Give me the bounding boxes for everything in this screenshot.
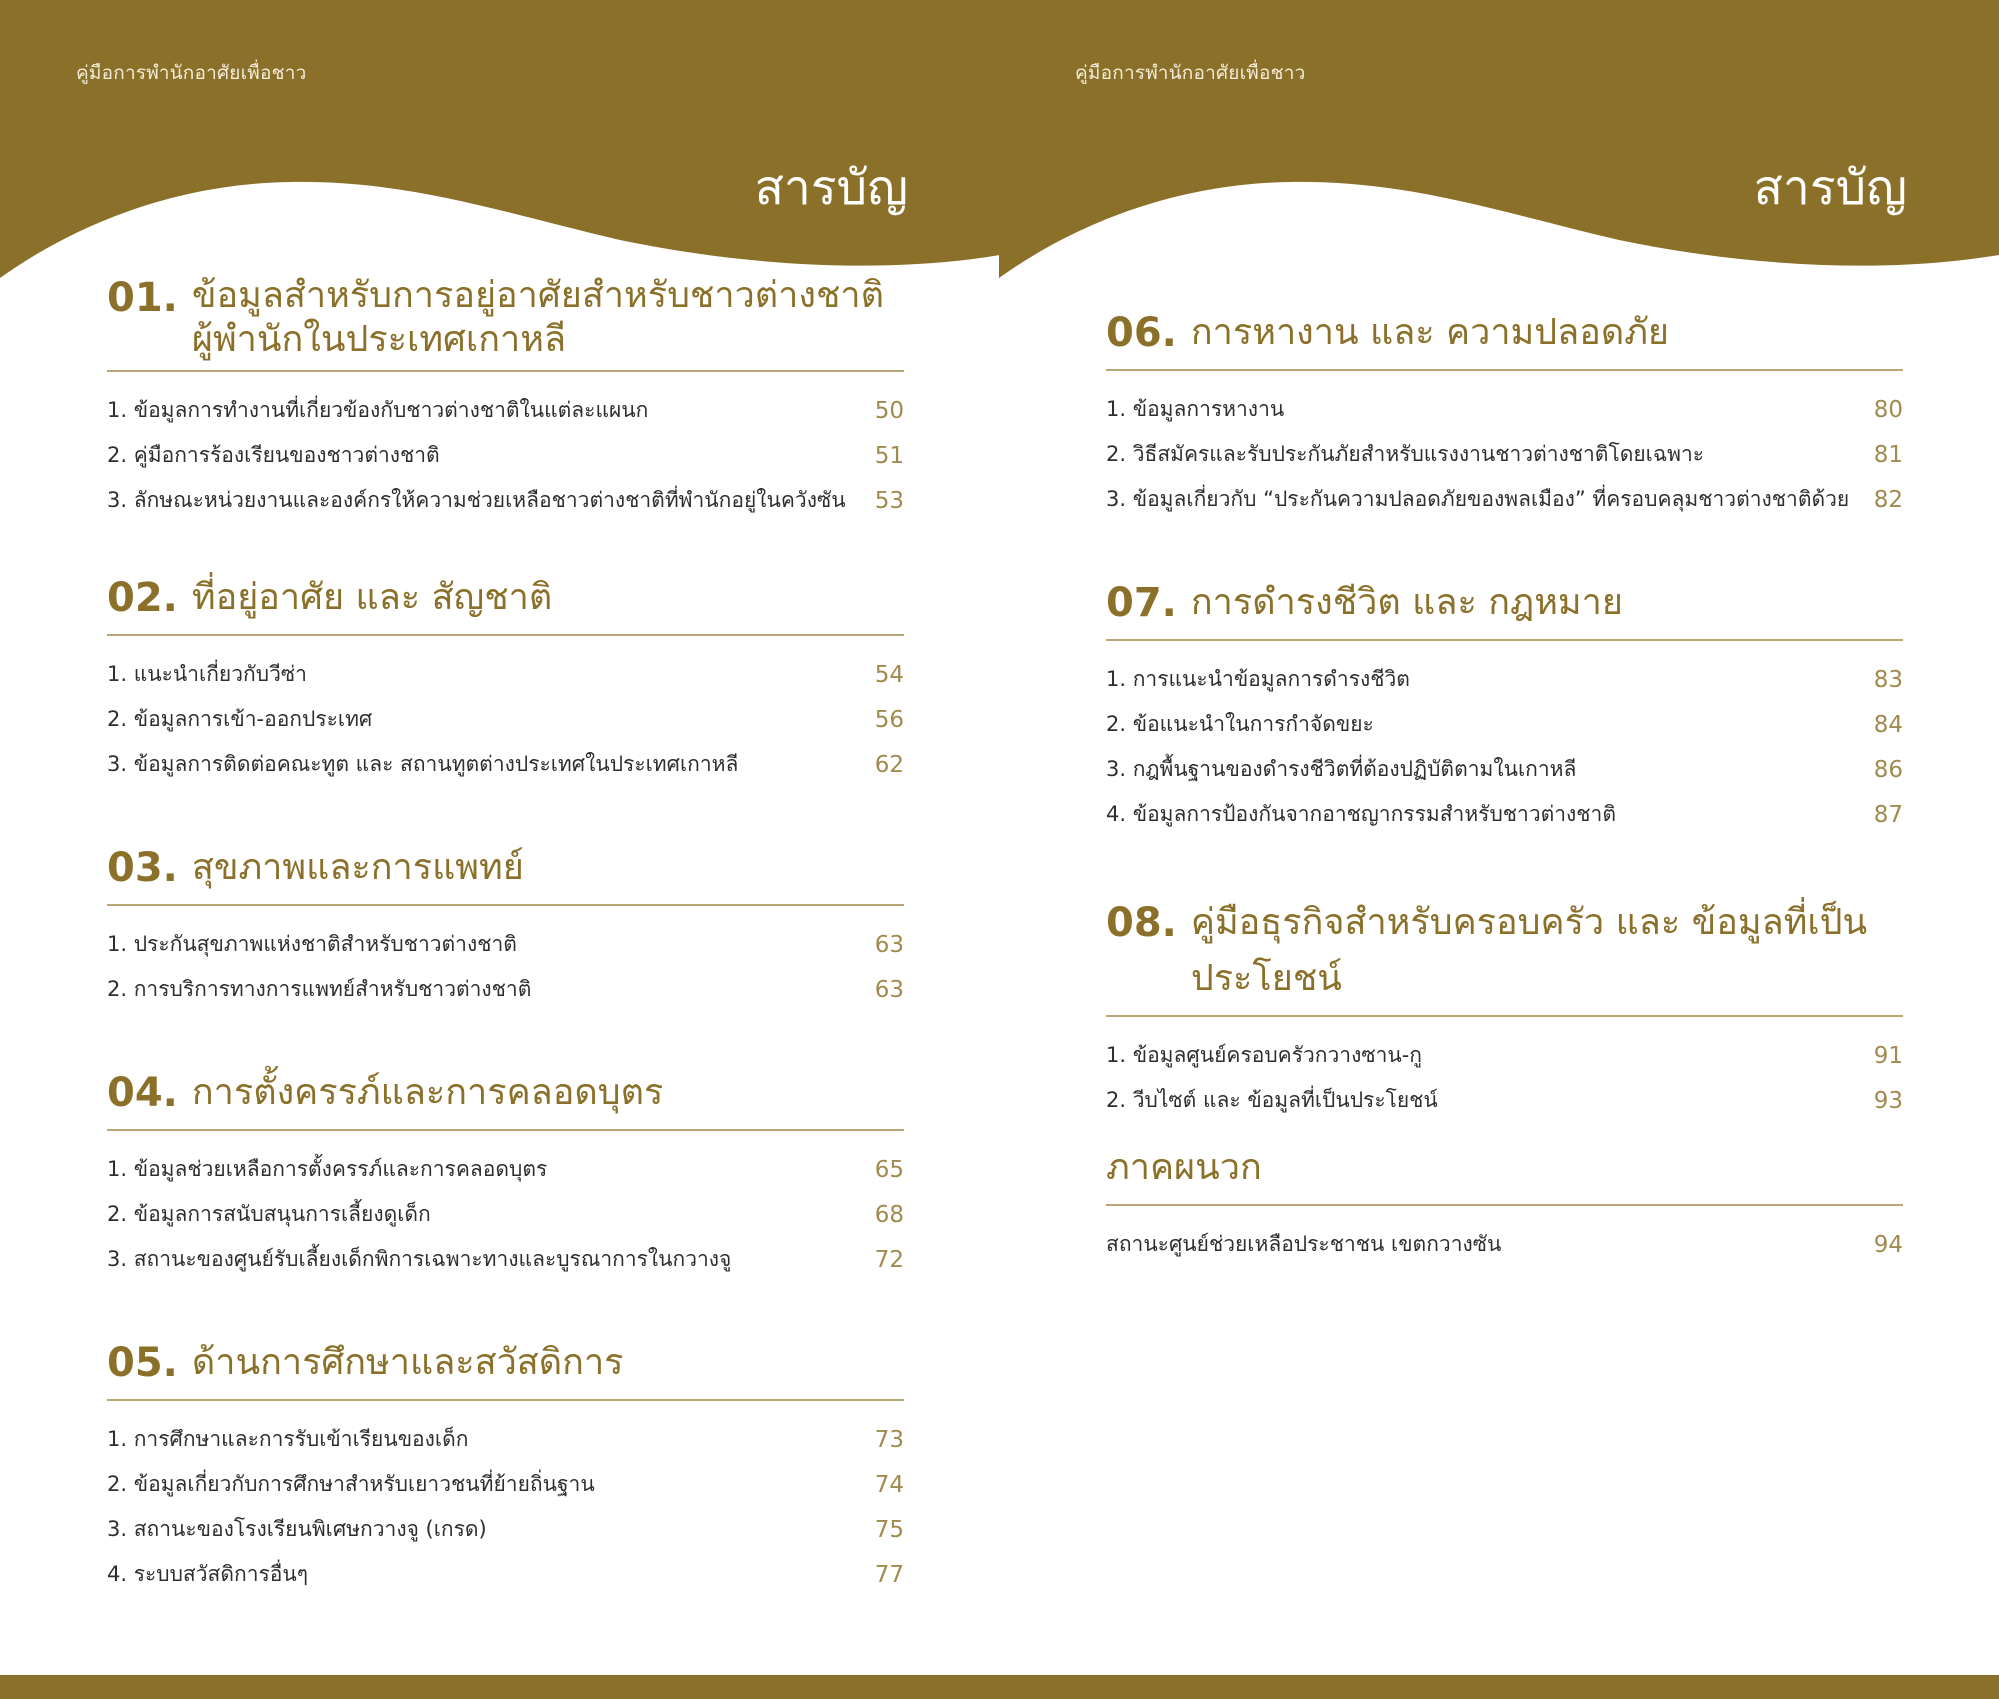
toc-item-page-number: 65 — [874, 1156, 904, 1183]
toc-item[interactable] — [107, 1417, 904, 1462]
toc-section-06 — [1106, 305, 1903, 522]
section-header — [107, 1065, 904, 1131]
toc-item-page-number: 80 — [1873, 396, 1903, 423]
toc-item-page-number: 72 — [874, 1246, 904, 1273]
toc-item[interactable] — [1106, 1033, 1903, 1078]
toc-item-list — [107, 652, 904, 787]
toc-item-page-number: 83 — [1873, 666, 1903, 693]
section-title: ภาคผนวก — [1106, 1147, 1262, 1188]
toc-item-list — [1106, 657, 1903, 837]
toc-item-label: 1. ประกันสุขภาพแห่งชาติสำหรับชาวต่างชาติ — [107, 932, 517, 956]
toc-item-page-number: 50 — [874, 397, 904, 424]
section-title: ด้านการศึกษาและสวัสดิการ — [191, 1342, 624, 1383]
toc-item-page-number: 93 — [1873, 1087, 1903, 1114]
toc-item[interactable] — [1106, 432, 1903, 477]
page-title: สารบัญ — [754, 160, 908, 216]
toc-item[interactable] — [107, 742, 904, 787]
toc-item[interactable] — [107, 1552, 904, 1597]
toc-item-page-number: 56 — [874, 706, 904, 733]
toc-item[interactable] — [1106, 792, 1903, 837]
toc-item-label: 1. การแนะนำข้อมูลการดำรงชีวิต — [1106, 667, 1410, 691]
toc-item-list — [107, 922, 904, 1012]
toc-item-page-number: 84 — [1873, 711, 1903, 738]
toc-item[interactable] — [107, 922, 904, 967]
toc-item-label: 2. ข้อมูลเกี่ยวกับการศึกษาสำหรับเยาวชนที่ย้ายถิ่นฐาน — [107, 1472, 595, 1496]
toc-item-page-number: 63 — [874, 976, 904, 1003]
section-number: 05. — [107, 1340, 178, 1386]
page-title: สารบัญ — [1753, 160, 1907, 216]
section-number: 02. — [107, 575, 178, 621]
toc-item-label: 3. สถานะของโรงเรียนพิเศษกวางจู (เกรด) — [107, 1517, 487, 1541]
toc-item-page-number: 94 — [1873, 1231, 1903, 1258]
toc-item-label: 1. ข้อมูลการทำงานที่เกี่ยวข้องกับชาวต่างชาติในแต่ละแผนก — [107, 398, 649, 422]
toc-section-02 — [107, 570, 904, 787]
toc-item[interactable] — [107, 1192, 904, 1237]
toc-item-list — [107, 1147, 904, 1282]
toc-item[interactable] — [107, 433, 904, 478]
toc-page-right — [999, 0, 1999, 1699]
section-number: 06. — [1106, 310, 1177, 356]
toc-item-list — [1106, 1222, 1903, 1267]
toc-item[interactable] — [107, 652, 904, 697]
toc-item-page-number: 75 — [874, 1516, 904, 1543]
toc-item[interactable] — [1106, 657, 1903, 702]
toc-item-page-number: 82 — [1873, 486, 1903, 513]
toc-item-page-number: 63 — [874, 931, 904, 958]
toc-item[interactable] — [1106, 387, 1903, 432]
toc-item-label: 4. ข้อมูลการป้องกันจากอาชญากรรมสำหรับชาวต่างชาติ — [1106, 802, 1616, 826]
toc-item-label: 1. ข้อมูลศูนย์ครอบครัวกวางซาน-กู — [1106, 1043, 1423, 1067]
section-title: คู่มือธุรกิจสำหรับครอบครัว และ ข้อมูลที่เป็นประโยชน์ — [1190, 902, 1868, 999]
toc-section-05 — [107, 1335, 904, 1597]
toc-item-label: 2. ข้อมูลการเข้า-ออกประเทศ — [107, 707, 373, 731]
toc-item-page-number: 74 — [874, 1471, 904, 1498]
toc-item-label: 3. สถานะของศูนย์รับเลี้ยงเด็กพิการเฉพาะทางและบูรณาการในกวางจู — [107, 1247, 732, 1271]
toc-item-label: 3. ข้อมูลเกี่ยวกับ “ประกันความปลอดภัยของพลเมือง” ที่ครอบคลุมชาวต่างชาติด้วย — [1106, 487, 1850, 511]
section-number: 01. — [107, 275, 178, 321]
running-title: คู่มือการพำนักอาศัยเพื่อชาว — [76, 62, 307, 84]
toc-section-04 — [107, 1065, 904, 1282]
toc-item-label: 2. คู่มือการร้องเรียนของชาวต่างชาติ — [107, 443, 440, 467]
section-number: 07. — [1106, 580, 1177, 626]
toc-item-label: 3. กฎพื้นฐานของดำรงชีวิตที่ต้องปฏิบัติตามในเกาหลี — [1106, 757, 1577, 781]
toc-item-page-number: 81 — [1873, 441, 1903, 468]
section-title: สุขภาพและการแพทย์ — [191, 847, 524, 888]
toc-item[interactable] — [107, 1237, 904, 1282]
toc-item[interactable] — [1106, 1078, 1903, 1123]
toc-item-label: 2. การบริการทางการแพทย์สำหรับชาวต่างชาติ — [107, 977, 532, 1001]
header-wave-banner — [999, 0, 1999, 290]
running-title: คู่มือการพำนักอาศัยเพื่อชาว — [1075, 62, 1306, 84]
toc-section-01 — [107, 270, 904, 523]
footer-bar — [0, 1675, 1999, 1699]
toc-item-label: 3. ลักษณะหน่วยงานและองค์กรให้ความช่วยเหลือชาวต่างชาติที่พำนักอยู่ในควังซัน — [107, 488, 846, 512]
toc-item-page-number: 51 — [874, 442, 904, 469]
section-header — [1106, 305, 1903, 371]
toc-item-label: 3. ข้อมูลการติดต่อคณะทูต และ สถานทูตต่างประเทศในประเทศเกาหลี — [107, 752, 739, 776]
toc-item[interactable] — [107, 1462, 904, 1507]
section-number: 03. — [107, 845, 178, 891]
section-header — [107, 270, 904, 372]
toc-item[interactable] — [107, 697, 904, 742]
toc-item[interactable] — [1106, 702, 1903, 747]
toc-item-label: 1. ข้อมูลช่วยเหลือการตั้งครรภ์และการคลอดบุตร — [107, 1157, 548, 1181]
toc-item[interactable] — [107, 1147, 904, 1192]
toc-item-label: 4. ระบบสวัสดิการอื่นๆ — [107, 1562, 309, 1586]
section-title: การดำรงชีวิต และ กฎหมาย — [1190, 582, 1623, 623]
toc-item-page-number: 68 — [874, 1201, 904, 1228]
toc-item-page-number: 86 — [1873, 756, 1903, 783]
toc-item[interactable] — [107, 478, 904, 523]
section-number: 08. — [1106, 900, 1177, 946]
section-number: 04. — [107, 1070, 178, 1116]
section-title: การตั้งครรภ์และการคลอดบุตร — [191, 1072, 664, 1113]
toc-item[interactable] — [107, 1507, 904, 1552]
toc-item-list — [107, 388, 904, 523]
toc-item[interactable] — [1106, 747, 1903, 792]
section-title: การหางาน และ ความปลอดภัย — [1190, 312, 1670, 353]
toc-section-07 — [1106, 575, 1903, 837]
toc-item[interactable] — [1106, 1222, 1903, 1267]
header-wave-banner — [0, 0, 1000, 290]
section-header — [1106, 895, 1903, 1017]
section-header — [1106, 1140, 1903, 1206]
toc-item-label: 1. การศึกษาและการรับเข้าเรียนของเด็ก — [107, 1427, 469, 1451]
toc-item[interactable] — [1106, 477, 1903, 522]
toc-section-08 — [1106, 895, 1903, 1123]
toc-item-list — [107, 1417, 904, 1597]
toc-item-list — [1106, 387, 1903, 522]
toc-item-label: 1. ข้อมูลการหางาน — [1106, 397, 1285, 421]
toc-section-appendix — [1106, 1140, 1903, 1267]
section-title: ข้อมูลสำหรับการอยู่อาศัยสำหรับชาวต่างชาติผู้พำนักในประเทศเกาหลี — [191, 275, 884, 360]
toc-item-page-number: 62 — [874, 751, 904, 778]
toc-item-label: สถานะศูนย์ช่วยเหลือประชาชน เขตกวางซัน — [1106, 1232, 1502, 1256]
toc-item-list — [1106, 1033, 1903, 1123]
toc-item-label: 2. ข้อแนะนำในการกำจัดขยะ — [1106, 712, 1374, 736]
section-header — [107, 1335, 904, 1401]
toc-item-page-number: 54 — [874, 661, 904, 688]
toc-item[interactable] — [107, 388, 904, 433]
section-header — [107, 840, 904, 906]
toc-item-page-number: 77 — [874, 1561, 904, 1588]
toc-item-label: 2. วีบไซต์ และ ข้อมูลที่เป็นประโยชน์ — [1106, 1088, 1438, 1112]
toc-item-label: 2. ข้อมูลการสนับสนุนการเลี้ยงดูเด็ก — [107, 1202, 431, 1226]
toc-item[interactable] — [107, 967, 904, 1012]
toc-item-page-number: 91 — [1873, 1042, 1903, 1069]
section-header — [1106, 575, 1903, 641]
toc-item-label: 1. แนะนำเกี่ยวกับวีซ่า — [107, 662, 307, 686]
toc-item-page-number: 73 — [874, 1426, 904, 1453]
toc-item-label: 2. วิธีสมัครและรับประกันภัยสำหรับแรงงานชาวต่างชาติโดยเฉพาะ — [1106, 442, 1705, 466]
toc-section-03 — [107, 840, 904, 1012]
toc-item-page-number: 87 — [1873, 801, 1903, 828]
section-title: ที่อยู่อาศัย และ สัญชาติ — [191, 577, 553, 618]
toc-item-page-number: 53 — [874, 487, 904, 514]
section-header — [107, 570, 904, 636]
